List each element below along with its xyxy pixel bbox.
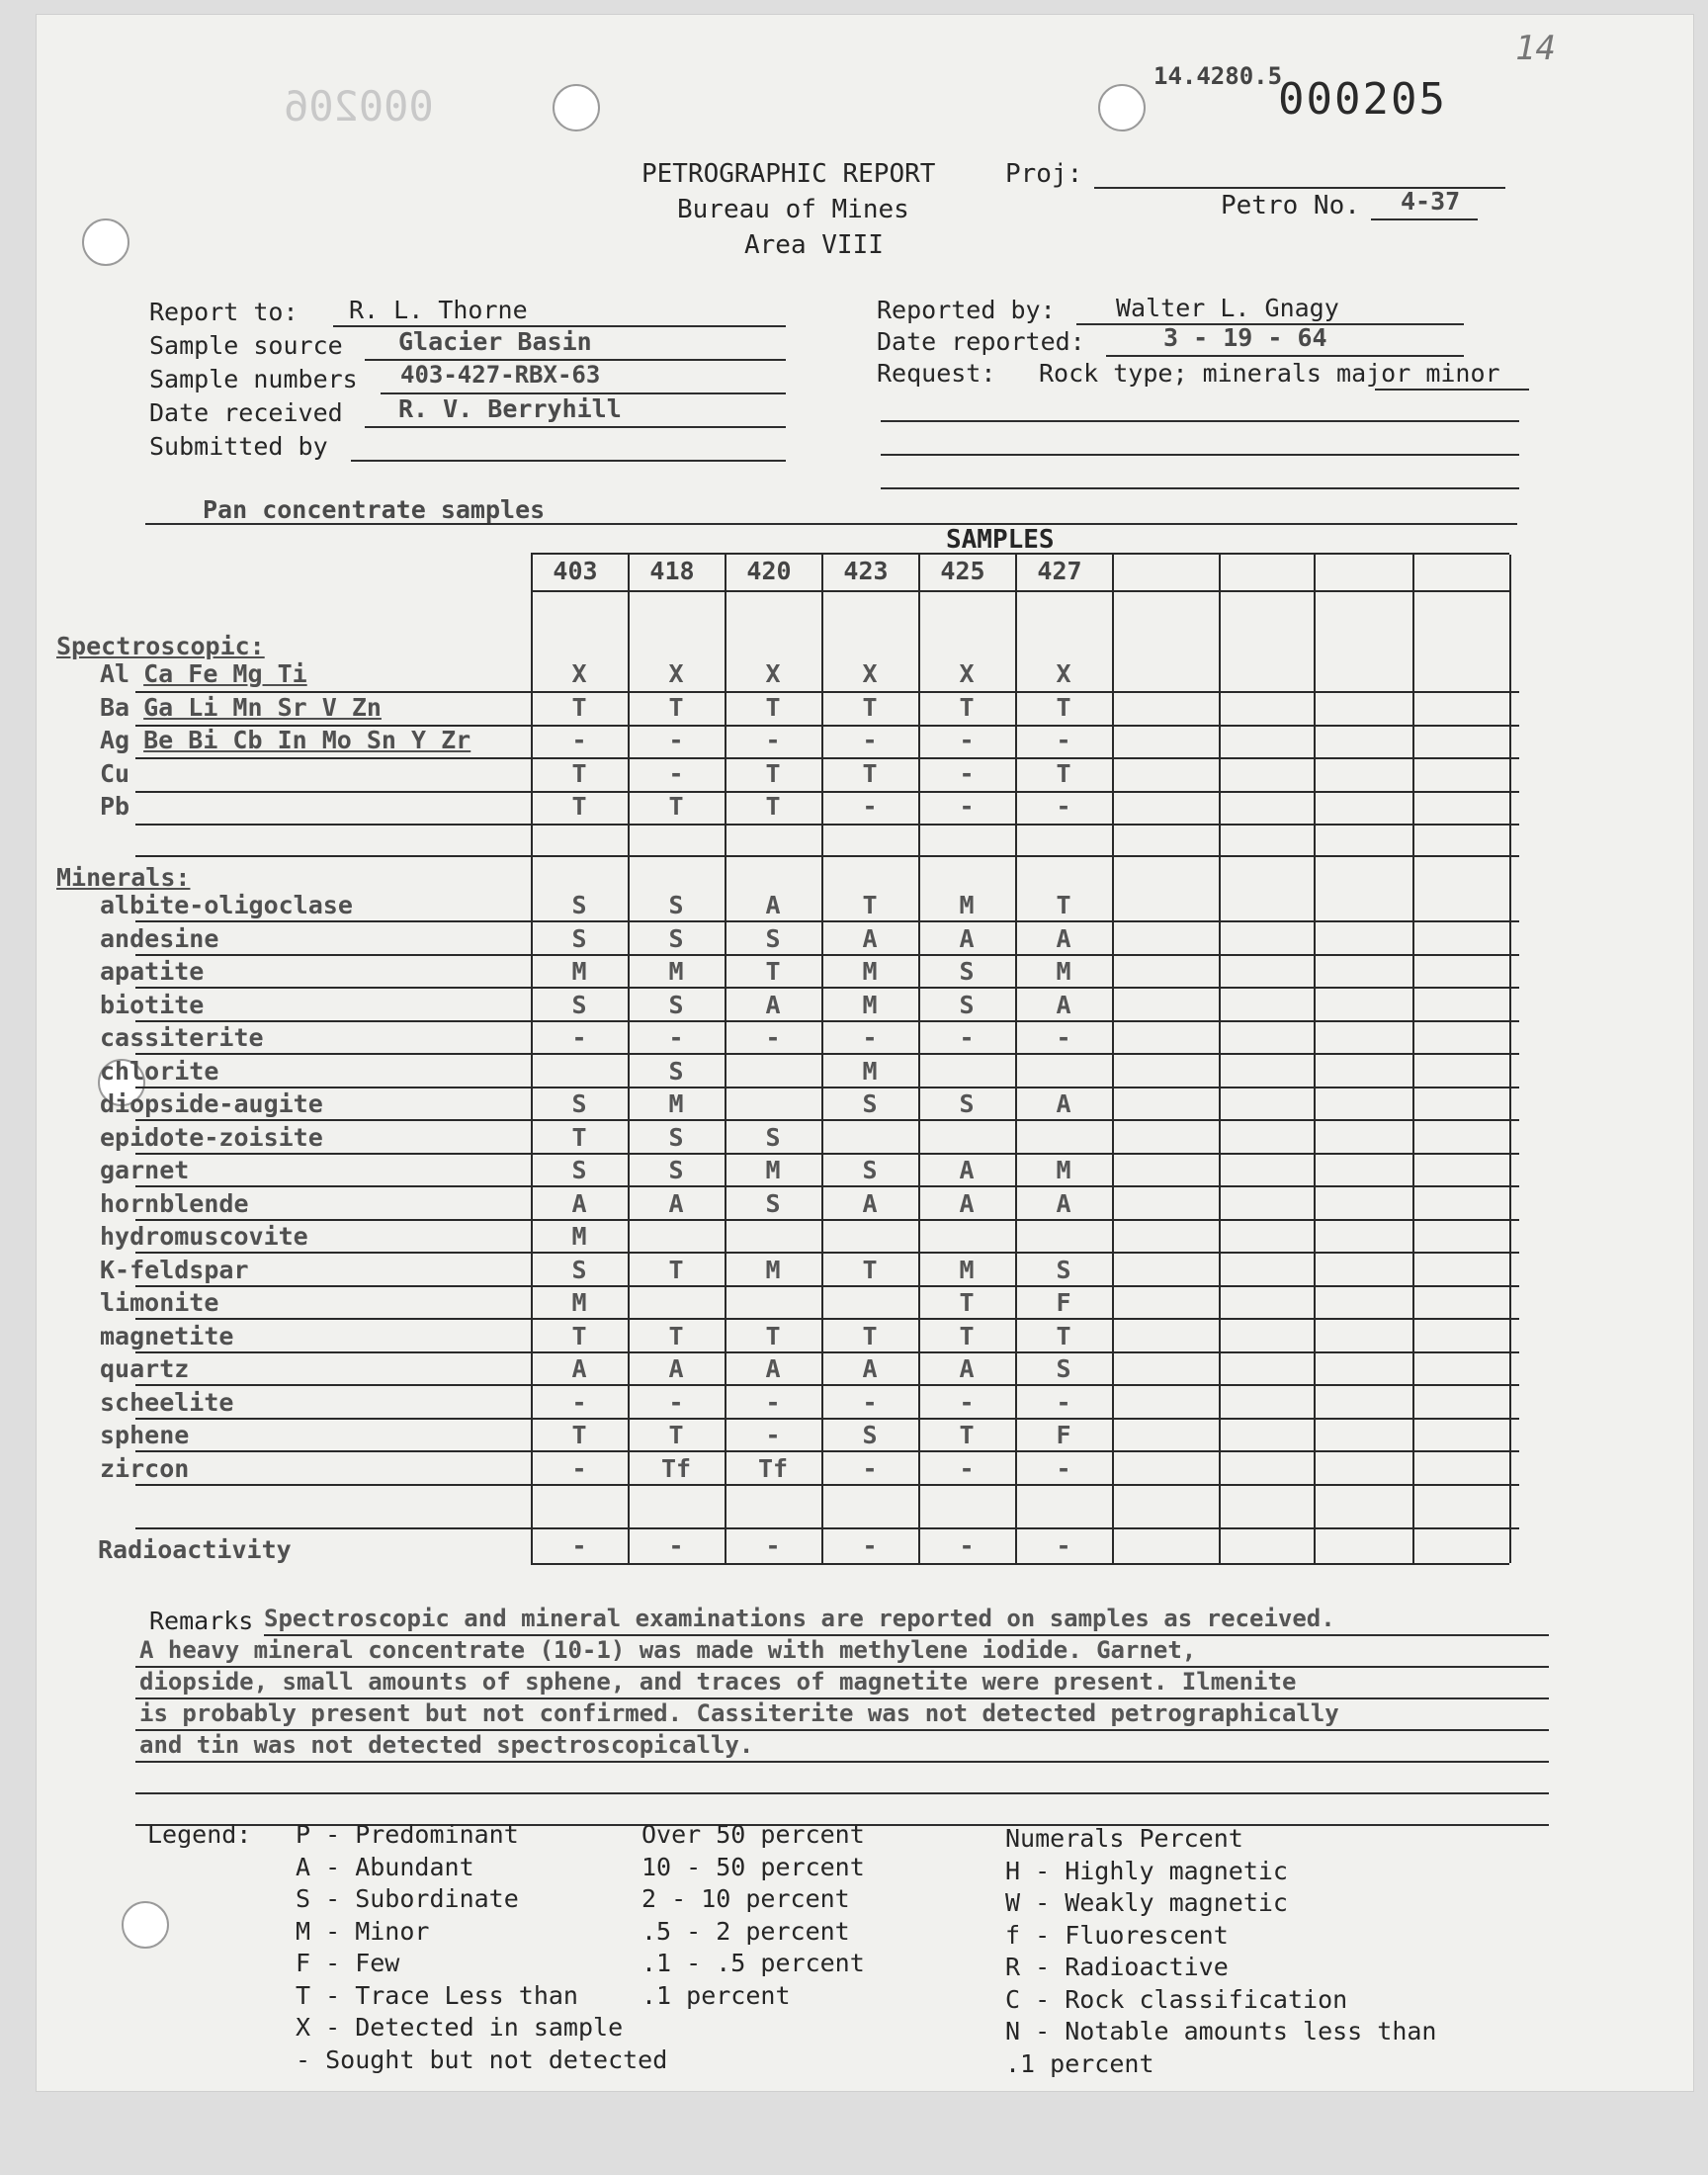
legend-code: - Sought but not detected <box>296 2044 668 2074</box>
legend-range: .1 percent <box>641 1980 791 2010</box>
punch-hole-left-1 <box>82 218 129 266</box>
mineral-cell: S <box>571 1156 587 1184</box>
mineral-cell: S <box>862 1089 878 1118</box>
mineral-cell: T <box>668 1321 684 1350</box>
remarks-rule-4 <box>135 1729 1549 1731</box>
request-line-2 <box>881 420 1519 422</box>
legend-code: M - Minor <box>296 1916 430 1946</box>
table-row-line <box>135 1053 1519 1055</box>
samples-header-line <box>531 553 1509 555</box>
date-reported-field <box>1106 355 1464 357</box>
legend-range: 2 - 10 percent <box>641 1884 850 1913</box>
mineral-cell: - <box>1056 1387 1071 1417</box>
column-header-403: 403 <box>553 557 598 585</box>
spectro-cell: T <box>862 758 878 788</box>
spectro-cell: T <box>959 692 975 722</box>
spectro-cell: X <box>765 659 781 688</box>
mineral-cell: T <box>765 1321 781 1350</box>
spectro-cell: - <box>959 792 975 821</box>
mineral-cell: A <box>668 1354 684 1383</box>
legend-label: Legend: <box>147 1820 252 1849</box>
legend-range: Over 50 percent <box>641 1820 865 1849</box>
mineral-cell: S <box>571 1255 587 1284</box>
remarks-rule-3 <box>135 1697 1549 1699</box>
date-received-field <box>365 426 786 428</box>
request-value: Rock type; minerals major minor <box>1039 359 1500 388</box>
mineral-cell: S <box>668 923 684 953</box>
mineral-cell: S <box>959 990 975 1019</box>
mineral-cell: - <box>959 1387 975 1417</box>
table-row-line <box>135 1351 1519 1353</box>
mineral-cell: - <box>668 1023 684 1052</box>
mineral-cell: T <box>862 1255 878 1284</box>
grid-column-line <box>531 555 533 1563</box>
mineral-cell: T <box>959 1321 975 1350</box>
mineral-cell: S <box>862 1421 878 1449</box>
spectro-row-label <box>100 659 307 688</box>
table-row-line <box>135 1252 1519 1254</box>
date-received-value: R. V. Berryhill <box>398 394 622 423</box>
spectro-cell: X <box>862 659 878 688</box>
mineral-row-label: sphene <box>100 1421 190 1449</box>
table-row-line <box>135 855 1519 857</box>
samples-header: SAMPLES <box>946 525 1055 555</box>
report-sheet <box>36 14 1694 2092</box>
element-group: Be Bi Cb In Mo Sn Y Zr <box>143 726 471 754</box>
spectro-cell: - <box>765 726 781 754</box>
remarks-line-3: diopside, small amounts of sphene, and traces of magnetite were present. Ilmenite <box>139 1668 1297 1696</box>
legend-right-item: R - Radioactive <box>1005 1953 1229 1981</box>
mineral-cell: - <box>571 1387 587 1417</box>
remarks-rule-1 <box>264 1634 1549 1636</box>
mineral-cell: A <box>862 923 878 953</box>
mineral-cell: - <box>765 1387 781 1417</box>
radioactivity-cell: - <box>1056 1531 1071 1560</box>
radioactivity-cell: - <box>571 1531 587 1560</box>
mineral-row-label: andesine <box>100 923 219 953</box>
legend-right-item: .1 percent <box>1005 2048 1154 2078</box>
mineral-cell: - <box>1056 1453 1071 1483</box>
mineral-cell: S <box>571 923 587 953</box>
mineral-row-label: hydromuscovite <box>100 1222 308 1251</box>
mineral-cell: T <box>1056 891 1071 919</box>
mineral-cell: M <box>668 957 684 986</box>
column-header-427: 427 <box>1037 557 1082 585</box>
grid-column-line <box>1219 555 1221 1563</box>
report-to-value: R. L. Thorne <box>349 296 528 324</box>
spectro-row-label <box>100 693 382 722</box>
mineral-cell: T <box>1056 1321 1071 1350</box>
mineral-cell: F <box>1056 1288 1071 1317</box>
mineral-cell: T <box>959 1288 975 1317</box>
proj-label: Proj: <box>1005 159 1083 189</box>
grid-column-line <box>628 555 630 1563</box>
spectro-row-label <box>100 726 470 754</box>
mineral-row-label: hornblende <box>100 1188 249 1218</box>
mineral-cell: S <box>959 1089 975 1118</box>
mineral-row-label: zircon <box>100 1453 190 1483</box>
radioactivity-cell: - <box>862 1531 878 1560</box>
mineral-cell: T <box>571 1321 587 1350</box>
legend-right-item: f - Fluorescent <box>1005 1920 1229 1950</box>
mineral-row-label: diopside-augite <box>100 1089 323 1118</box>
table-row-line <box>135 1087 1519 1088</box>
mineral-cell: T <box>668 1255 684 1284</box>
mineral-cell: - <box>765 1023 781 1052</box>
grid-column-line <box>1509 555 1511 1563</box>
spectro-cell: T <box>1056 692 1071 722</box>
spectro-cell: T <box>571 792 587 821</box>
legend-range: .5 - 2 percent <box>641 1916 850 1946</box>
mineral-row-label: biotite <box>100 990 205 1019</box>
remarks-rule-2 <box>135 1666 1549 1668</box>
table-bottom-line <box>531 1563 1509 1565</box>
punch-hole-top <box>553 84 600 131</box>
mineral-cell: Tf <box>660 1453 692 1483</box>
table-row-line <box>135 954 1519 956</box>
mineral-cell: T <box>571 1421 587 1449</box>
mineral-row-label: quartz <box>100 1354 190 1383</box>
mineral-row-label: apatite <box>100 957 205 986</box>
legend-code: S - Subordinate <box>296 1884 519 1913</box>
punch-hole-top-right <box>1098 84 1146 131</box>
mineral-cell: F <box>1056 1421 1071 1449</box>
mineral-cell: A <box>571 1188 587 1218</box>
sample-numbers-value: 403-427-RBX-63 <box>400 361 601 389</box>
remarks-line-1: Spectroscopic and mineral examinations are reported on samples as received. <box>264 1605 1335 1632</box>
element-group: Ca Fe Mg Ti <box>143 659 307 688</box>
mineral-cell: M <box>668 1089 684 1118</box>
date-received-label: Date received <box>149 398 343 427</box>
remarks-rule-6 <box>135 1792 1549 1794</box>
punch-hole-left-3 <box>122 1901 169 1949</box>
spectro-cell: T <box>571 692 587 722</box>
legend-right-item: W - Weakly magnetic <box>1005 1888 1288 1917</box>
mineral-cell: S <box>668 1056 684 1086</box>
legend-code: A - Abundant <box>296 1852 474 1881</box>
sample-source-value: Glacier Basin <box>398 327 592 356</box>
spectro-cell: T <box>765 792 781 821</box>
grid-column-line <box>1015 555 1017 1563</box>
mineral-cell: A <box>765 891 781 919</box>
request-major-underline <box>1375 389 1529 391</box>
table-row-line <box>135 1384 1519 1386</box>
date-reported-label: Date reported: <box>877 327 1085 356</box>
spectro-cell: - <box>571 726 587 754</box>
mineral-cell: A <box>959 1188 975 1218</box>
radioactivity-cell: - <box>959 1531 975 1560</box>
mineral-cell: M <box>959 891 975 919</box>
mineral-cell: S <box>1056 1255 1071 1284</box>
mineral-cell: M <box>862 957 878 986</box>
mineral-cell: A <box>1056 1089 1071 1118</box>
mineral-cell: - <box>862 1023 878 1052</box>
page-mark: 14 <box>1515 29 1556 68</box>
spectro-cell: T <box>571 758 587 788</box>
table-row-line <box>135 757 1519 759</box>
mineral-cell: Tf <box>757 1453 789 1483</box>
legend-right-item: H - Highly magnetic <box>1005 1856 1288 1885</box>
sample-numbers-label: Sample numbers <box>149 365 358 393</box>
element-symbol: Ba <box>100 692 130 722</box>
mineral-cell: S <box>668 1156 684 1184</box>
legend-code: P - Predominant <box>296 1820 519 1849</box>
legend-code: T - Trace Less than <box>296 1980 578 2010</box>
spectro-cell: T <box>668 692 684 722</box>
mineral-cell: A <box>862 1188 878 1218</box>
spectro-row-label <box>100 759 143 788</box>
mineral-row-label: K-feldspar <box>100 1255 249 1284</box>
mineral-cell: - <box>571 1023 587 1052</box>
radioactivity-cell: - <box>668 1531 684 1560</box>
element-symbol: Cu <box>100 758 130 788</box>
spectro-cell: T <box>765 758 781 788</box>
mineral-row-label: chlorite <box>100 1056 219 1086</box>
table-row-line <box>135 1020 1519 1022</box>
mineral-cell: S <box>668 891 684 919</box>
remarks-rule-5 <box>135 1761 1549 1763</box>
table-row-line <box>135 1484 1519 1486</box>
mineral-row-label: garnet <box>100 1156 190 1184</box>
reported-by-value: Walter L. Gnagy <box>1116 294 1339 322</box>
table-row-line <box>135 1450 1519 1452</box>
mineral-cell: M <box>1056 957 1071 986</box>
mineral-cell: M <box>1056 1156 1071 1184</box>
table-row-line <box>135 1318 1519 1320</box>
mineral-cell: A <box>959 1354 975 1383</box>
table-row-line <box>135 920 1519 922</box>
spectro-cell: - <box>668 758 684 788</box>
spectro-cell: X <box>1056 659 1071 688</box>
spectro-cell: X <box>571 659 587 688</box>
mineral-row-label: limonite <box>100 1288 219 1317</box>
grid-column-line <box>1112 555 1114 1563</box>
mineral-cell: A <box>571 1354 587 1383</box>
mineral-cell: A <box>765 1354 781 1383</box>
mineral-cell: T <box>862 1321 878 1350</box>
legend-code: F - Few <box>296 1949 400 1977</box>
legend-code: X - Detected in sample <box>296 2013 624 2042</box>
report-agency: Bureau of Mines <box>677 195 909 224</box>
mineral-cell: T <box>959 1421 975 1449</box>
mineral-row-label: scheelite <box>100 1387 234 1417</box>
mineral-cell: - <box>959 1023 975 1052</box>
petro-field <box>1371 218 1478 220</box>
mineral-row-label: cassiterite <box>100 1023 264 1052</box>
request-line-4 <box>881 487 1519 489</box>
mineral-row-label: epidote-zoisite <box>100 1122 323 1152</box>
mineral-cell: - <box>765 1421 781 1449</box>
mineral-cell: S <box>959 957 975 986</box>
column-header-418: 418 <box>649 557 695 585</box>
spectro-cell: X <box>959 659 975 688</box>
mineral-cell: M <box>765 1156 781 1184</box>
submitted-by-field <box>351 460 786 462</box>
request-label: Request: <box>877 359 996 388</box>
grid-column-line <box>725 555 726 1563</box>
column-header-425: 425 <box>940 557 985 585</box>
spectro-cell: - <box>959 726 975 754</box>
mineral-cell: S <box>571 1089 587 1118</box>
spectro-cell: T <box>668 792 684 821</box>
document-number: 000205 <box>1278 74 1447 125</box>
legend-right-item: C - Rock classification <box>1005 1984 1348 2014</box>
mineral-cell: A <box>862 1354 878 1383</box>
mineral-cell: M <box>959 1255 975 1284</box>
spectro-cell: T <box>1056 758 1071 788</box>
grid-column-line <box>918 555 920 1563</box>
mineral-cell: M <box>571 957 587 986</box>
mineral-cell: - <box>1056 1023 1071 1052</box>
mineral-cell: S <box>668 990 684 1019</box>
legend-range: .1 - .5 percent <box>641 1949 865 1977</box>
caption-underline <box>145 523 1517 525</box>
mineral-cell: S <box>1056 1354 1071 1383</box>
table-row-line <box>135 1153 1519 1155</box>
mineral-cell: A <box>765 990 781 1019</box>
mineral-cell: A <box>668 1188 684 1218</box>
legend-range: 10 - 50 percent <box>641 1852 865 1881</box>
mineral-cell: M <box>571 1288 587 1317</box>
legend-right-item: Numerals Percent <box>1005 1824 1243 1853</box>
report-title: PETROGRAPHIC REPORT <box>641 159 936 189</box>
spectro-cell: - <box>1056 726 1071 754</box>
radioactivity-cell: - <box>765 1531 781 1560</box>
mineral-cell: S <box>668 1122 684 1152</box>
spectro-cell: T <box>765 692 781 722</box>
mineral-cell: - <box>959 1453 975 1483</box>
remarks-line-4: is probably present but not confirmed. Cassiterite was not detected petrographically <box>139 1699 1339 1727</box>
table-row-line <box>135 987 1519 989</box>
mineral-cell: T <box>571 1122 587 1152</box>
minerals-label: Minerals: <box>56 863 191 892</box>
element-symbol: Ag <box>100 726 130 754</box>
file-reference: 14.4280.5 <box>1153 62 1283 90</box>
petro-label: Petro No. <box>1221 191 1360 220</box>
mineral-cell: S <box>765 1188 781 1218</box>
mineral-cell: A <box>959 1156 975 1184</box>
element-symbol: Al <box>100 659 130 688</box>
table-row-line <box>135 1219 1519 1221</box>
petro-value: 4-37 <box>1401 187 1461 216</box>
spectro-row-label <box>100 792 143 821</box>
date-reported-value: 3 - 19 - 64 <box>1163 323 1327 352</box>
table-row-line <box>135 1285 1519 1287</box>
mineral-cell: A <box>1056 923 1071 953</box>
mineral-cell: M <box>571 1222 587 1251</box>
mineral-cell: T <box>765 957 781 986</box>
mineral-cell: M <box>765 1255 781 1284</box>
mineral-cell: T <box>862 891 878 919</box>
remarks-line-5: and tin was not detected spectroscopically. <box>139 1731 754 1759</box>
column-header-423: 423 <box>843 557 889 585</box>
faded-stamp-number: 000206 <box>284 82 434 130</box>
report-to-label: Report to: <box>149 298 299 326</box>
spectro-cell: - <box>668 726 684 754</box>
mineral-cell: A <box>1056 1188 1071 1218</box>
legend-right-item: N - Notable amounts less than <box>1005 2017 1437 2045</box>
mineral-row-label: magnetite <box>100 1321 234 1350</box>
grid-column-line <box>1314 555 1316 1563</box>
table-caption: Pan concentrate samples <box>203 495 546 524</box>
table-row-line <box>135 1418 1519 1420</box>
table-row-line <box>135 1527 1519 1529</box>
mineral-cell: S <box>765 1122 781 1152</box>
radioactivity-label: Radioactivity <box>98 1535 292 1564</box>
table-row-line <box>135 1185 1519 1187</box>
mineral-cell: - <box>668 1387 684 1417</box>
element-symbol: Pb <box>100 792 130 821</box>
spectro-cell: T <box>862 692 878 722</box>
column-header-line <box>531 590 1509 592</box>
spectro-cell: X <box>668 659 684 688</box>
table-row-line <box>135 1119 1519 1121</box>
table-row-line <box>135 791 1519 793</box>
spectro-cell: - <box>862 792 878 821</box>
table-row-line <box>135 824 1519 826</box>
mineral-cell: - <box>571 1453 587 1483</box>
mineral-cell: A <box>959 923 975 953</box>
report-area: Area VIII <box>744 230 884 260</box>
mineral-cell: S <box>571 990 587 1019</box>
mineral-row-label: albite-oligoclase <box>100 891 353 919</box>
mineral-cell: S <box>765 923 781 953</box>
mineral-cell: S <box>862 1156 878 1184</box>
spectroscopic-label: Spectroscopic: <box>56 632 265 660</box>
sample-source-label: Sample source <box>149 331 343 360</box>
spectro-cell: - <box>1056 792 1071 821</box>
grid-column-line <box>1412 555 1414 1563</box>
mineral-cell: M <box>862 1056 878 1086</box>
column-header-420: 420 <box>746 557 792 585</box>
reported-by-label: Reported by: <box>877 296 1056 324</box>
mineral-cell: S <box>571 891 587 919</box>
element-group: Ga Li Mn Sr V Zn <box>143 692 382 722</box>
request-line-3 <box>881 454 1519 456</box>
spectro-cell: - <box>862 726 878 754</box>
mineral-cell: M <box>862 990 878 1019</box>
submitted-by-label: Submitted by <box>149 432 328 461</box>
remarks-line-2: A heavy mineral concentrate (10-1) was made with methylene iodide. Garnet, <box>139 1636 1197 1664</box>
mineral-cell: A <box>1056 990 1071 1019</box>
mineral-cell: - <box>862 1453 878 1483</box>
mineral-cell: T <box>668 1421 684 1449</box>
mineral-cell: - <box>862 1387 878 1417</box>
spectro-cell: - <box>959 758 975 788</box>
grid-column-line <box>821 555 823 1563</box>
remarks-label: Remarks <box>149 1607 254 1635</box>
